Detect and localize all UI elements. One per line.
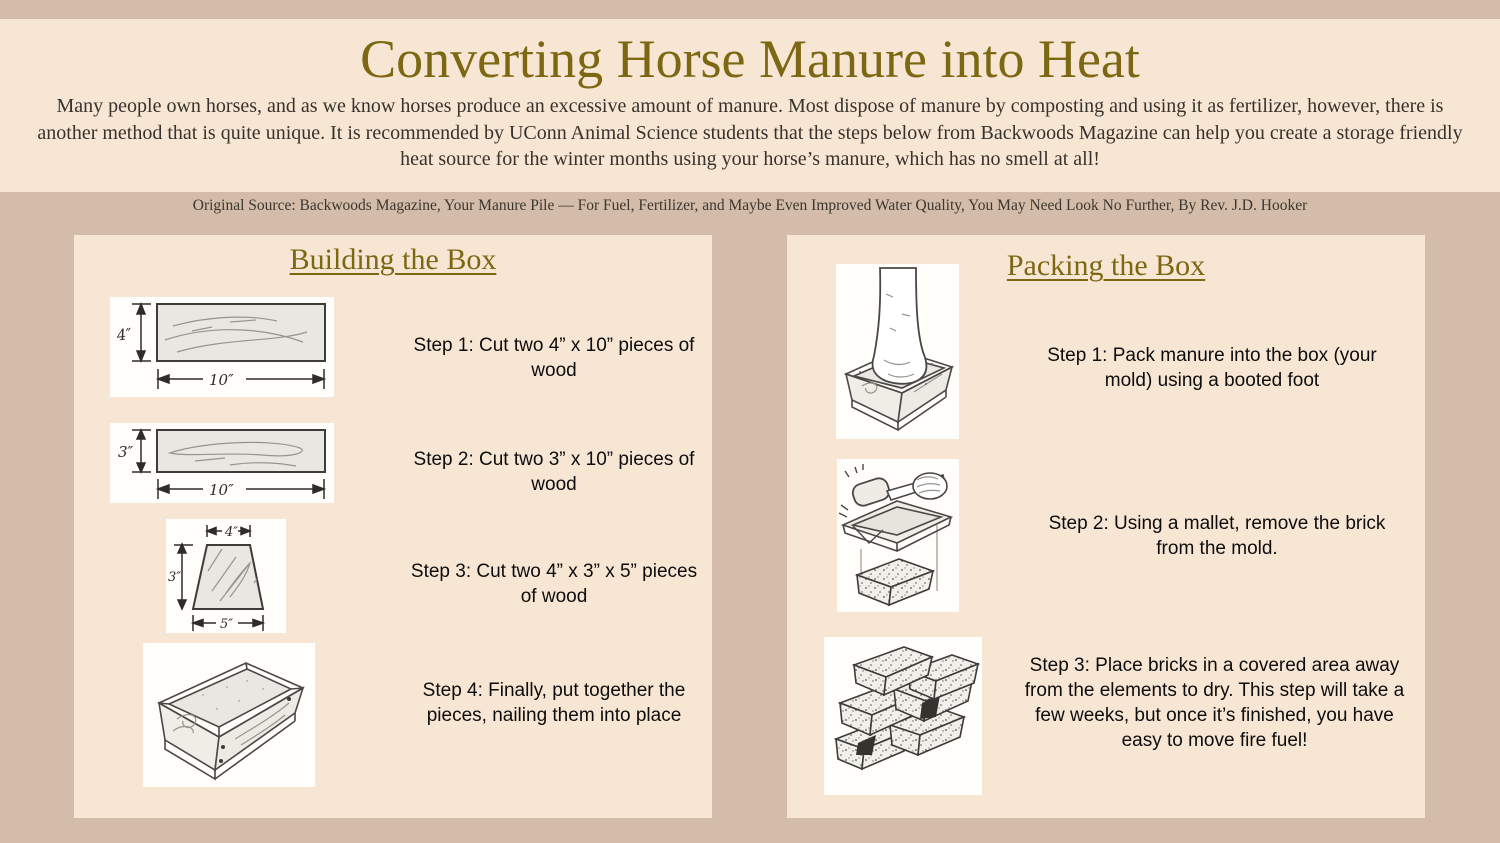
figure-brick-stack <box>824 637 982 795</box>
intro-paragraph: Many people own horses, and as we know horses produce an excessive amount of manure. Most dispose of manure by composting and using it as fertilizer, however, there is another method that is quite unique. It is recommended by UConn Animal Science students that the steps below from Backwoods Magazine can help you create a storage friendly heat source for the winter months using your horse’s manure, which has no smell at all! <box>37 95 1463 170</box>
figure-trapezoid <box>166 519 286 633</box>
plank1-height-label: 4″ <box>115 324 134 345</box>
header-band <box>0 19 1500 192</box>
figure-plank-3x10 <box>110 423 334 503</box>
figure-boot-in-box <box>836 264 959 439</box>
packing-heading: Packing the Box <box>1006 249 1206 282</box>
building-panel <box>74 235 712 818</box>
packing-step-3-text: Step 3: Place bricks in a covered area away from the elements to dry. This step will take a few weeks, but once it’s finished, you have easy to move fire fuel! <box>1024 655 1405 751</box>
building-step-1-text: Step 1: Cut two 4” x 10” pieces of wood <box>413 335 695 381</box>
packing-step-1-text: Step 1: Pack manure into the box (your mold) using a booted foot <box>1047 345 1377 391</box>
stacked-manure-bricks-illustration <box>824 637 982 795</box>
plank-3x10-diagram-illustration <box>110 423 334 503</box>
plank-4x10-diagram-illustration <box>110 297 334 397</box>
building-step-3-text: Step 3: Cut two 4” x 3” x 5” pieces of wood <box>410 561 698 607</box>
plank2-height-label: 3″ <box>118 443 134 461</box>
mallet-removing-brick-illustration <box>837 459 959 612</box>
trapezoid-side-label: 3″ <box>168 570 182 585</box>
plank1-width-label: 10″ <box>209 371 234 389</box>
building-step-4-text: Step 4: Finally, put together the pieces, nailing them into place <box>422 680 686 726</box>
building-heading: Building the Box <box>289 243 497 276</box>
trapezoid-top-label: 4″ <box>225 525 239 540</box>
trapezoid-bottom-label: 5″ <box>220 617 234 632</box>
trapezoid-end-piece-illustration <box>166 519 286 633</box>
figure-mallet-mold <box>837 459 959 612</box>
booted-foot-packing-box-illustration <box>836 264 959 439</box>
packing-step-2-text: Step 2: Using a mallet, remove the brick from the mold. <box>1048 513 1386 559</box>
assembled-wooden-box-illustration <box>143 643 315 787</box>
source-line: Original Source: Backwoods Magazine, Your Manure Pile — For Fuel, Fertilizer, and Maybe Even Improved Water Quality, You May Need Look No Further, By Rev. J.D. Hooker <box>192 197 1308 214</box>
plank2-width-label: 10″ <box>209 481 234 499</box>
building-step-2-text: Step 2: Cut two 3” x 10” pieces of wood <box>413 449 695 495</box>
figure-plank-4x10 <box>110 297 334 397</box>
figure-assembled-box <box>143 643 315 787</box>
page-title: Converting Horse Manure into Heat <box>360 29 1140 89</box>
packing-panel <box>787 235 1425 818</box>
